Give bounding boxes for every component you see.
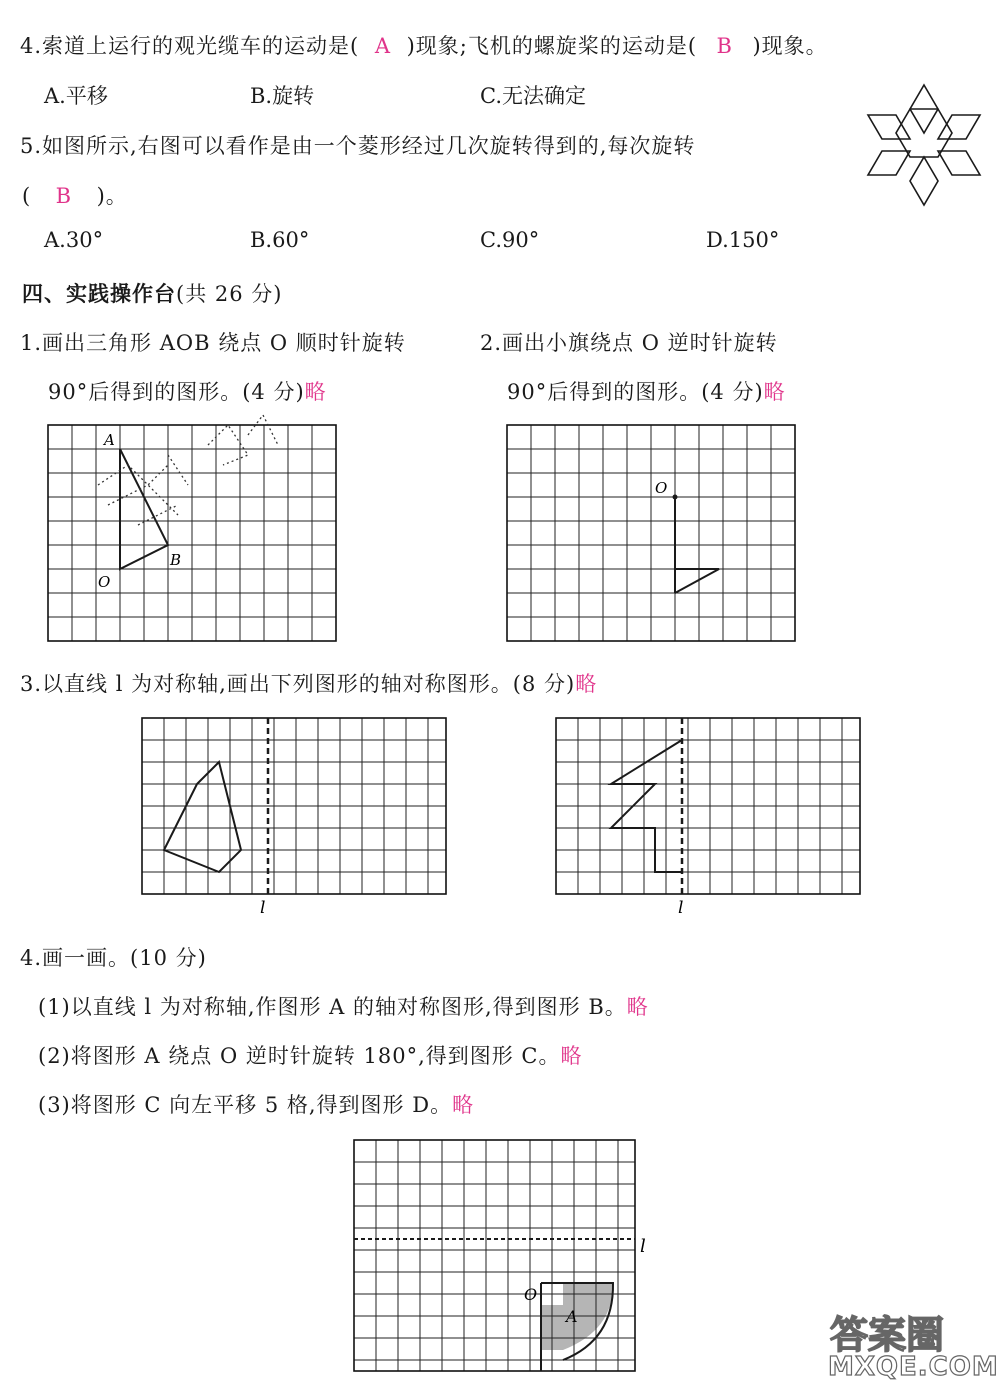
p3-text: 3.以直线 l 为对称轴,画出下列图形的轴对称图形。(8 分) bbox=[20, 672, 576, 696]
p1-text-2: 90°后得到的图形。(4 分) bbox=[48, 380, 305, 404]
p4-item-2 bbox=[38, 1040, 583, 1070]
p2-grid bbox=[507, 425, 795, 641]
p4-item-1 bbox=[38, 991, 649, 1021]
q5-option-b: B.60° bbox=[250, 228, 310, 252]
p4-item-1-text: (1)以直线 l 为对称轴,作图形 A 的轴对称图形,得到图形 B。 bbox=[38, 995, 627, 1019]
p4-item-2-answer: 略 bbox=[560, 1044, 583, 1068]
section4-title: 四、实践操作台 bbox=[22, 281, 176, 306]
p1-answer: 略 bbox=[304, 380, 327, 404]
q5-answer: B bbox=[55, 184, 73, 208]
p1-label-o: O bbox=[98, 573, 111, 591]
q5-stem bbox=[20, 130, 695, 160]
q4-option-b: B.旋转 bbox=[250, 84, 315, 108]
p4-label-o: O bbox=[524, 1285, 538, 1304]
q4-text-3: )现象。 bbox=[752, 34, 828, 58]
p4-item-2-text: (2)将图形 A 绕点 O 逆时针旋转 180°,得到图形 C。 bbox=[38, 1044, 561, 1068]
q4-answer-2: B bbox=[716, 34, 733, 58]
q5-text-1: 5.如图所示,右图可以看作是由一个菱形经过几次旋转得到的,每次旋转 bbox=[20, 134, 696, 158]
p4-item-3 bbox=[38, 1089, 474, 1119]
p3-grid-right bbox=[556, 718, 860, 918]
p2-text-1: 2.画出小旗绕点 O 逆时针旋转 bbox=[480, 331, 778, 355]
q4-option-a: A.平移 bbox=[44, 84, 108, 108]
p2-answer: 略 bbox=[763, 380, 786, 404]
rhombus-star-figure bbox=[868, 82, 980, 208]
p4-label-a: A bbox=[566, 1307, 578, 1326]
p4-text: 4.画一画。(10 分) bbox=[20, 946, 207, 970]
q4-stem bbox=[20, 30, 828, 60]
q5-option-d: D.150° bbox=[706, 228, 780, 252]
p3-right-axis-label: l bbox=[678, 898, 684, 918]
p1-grid bbox=[48, 425, 336, 641]
watermark-url: MXQE.COM bbox=[828, 1352, 999, 1382]
p4-item-3-answer: 略 bbox=[452, 1093, 475, 1117]
p1-line-2 bbox=[48, 376, 327, 406]
p1-pencil-marks bbox=[98, 415, 278, 525]
q4-option-c: C.无法确定 bbox=[480, 84, 586, 108]
p4-grid bbox=[354, 1140, 646, 1371]
p3-pentagon bbox=[164, 762, 241, 872]
section4-score: (共 26 分) bbox=[176, 282, 283, 306]
q4-answer-1: A bbox=[374, 34, 391, 58]
p2-line-2 bbox=[507, 376, 786, 406]
p2-label-o: O bbox=[655, 479, 668, 497]
q4-text-2: )现象;飞机的螺旋桨的运动是( bbox=[406, 34, 698, 58]
q5-option-c: C.90° bbox=[480, 228, 540, 252]
p4-item-1-answer: 略 bbox=[626, 995, 649, 1019]
p3-answer: 略 bbox=[575, 672, 598, 696]
q5-answer-line bbox=[22, 180, 128, 210]
q5-open: ( bbox=[22, 184, 32, 208]
p2-text-2: 90°后得到的图形。(4 分) bbox=[507, 380, 764, 404]
watermark-logo-text: 答案圈 bbox=[830, 1313, 945, 1357]
p1-label-b: B bbox=[170, 551, 182, 569]
grid-border bbox=[354, 1140, 635, 1371]
p4-item-3-text: (3)将图形 C 向左平移 5 格,得到图形 D。 bbox=[38, 1093, 453, 1117]
p3-left-axis-label: l bbox=[260, 898, 266, 918]
site-watermark bbox=[824, 1304, 1000, 1388]
q5-close: )。 bbox=[96, 184, 128, 208]
p2-point-o bbox=[673, 495, 678, 500]
p4-label-l: l bbox=[640, 1236, 646, 1257]
p3-grid-left bbox=[142, 718, 446, 918]
p1-label-a: A bbox=[104, 431, 115, 449]
q5-option-a: A.30° bbox=[44, 228, 104, 252]
section4-heading bbox=[22, 278, 282, 308]
p3-line bbox=[20, 668, 597, 698]
p1-text-1: 1.画出三角形 AOB 绕点 O 顺时针旋转 bbox=[20, 331, 406, 355]
q4-text-1: 4.索道上运行的观光缆车的运动是( bbox=[20, 34, 360, 58]
